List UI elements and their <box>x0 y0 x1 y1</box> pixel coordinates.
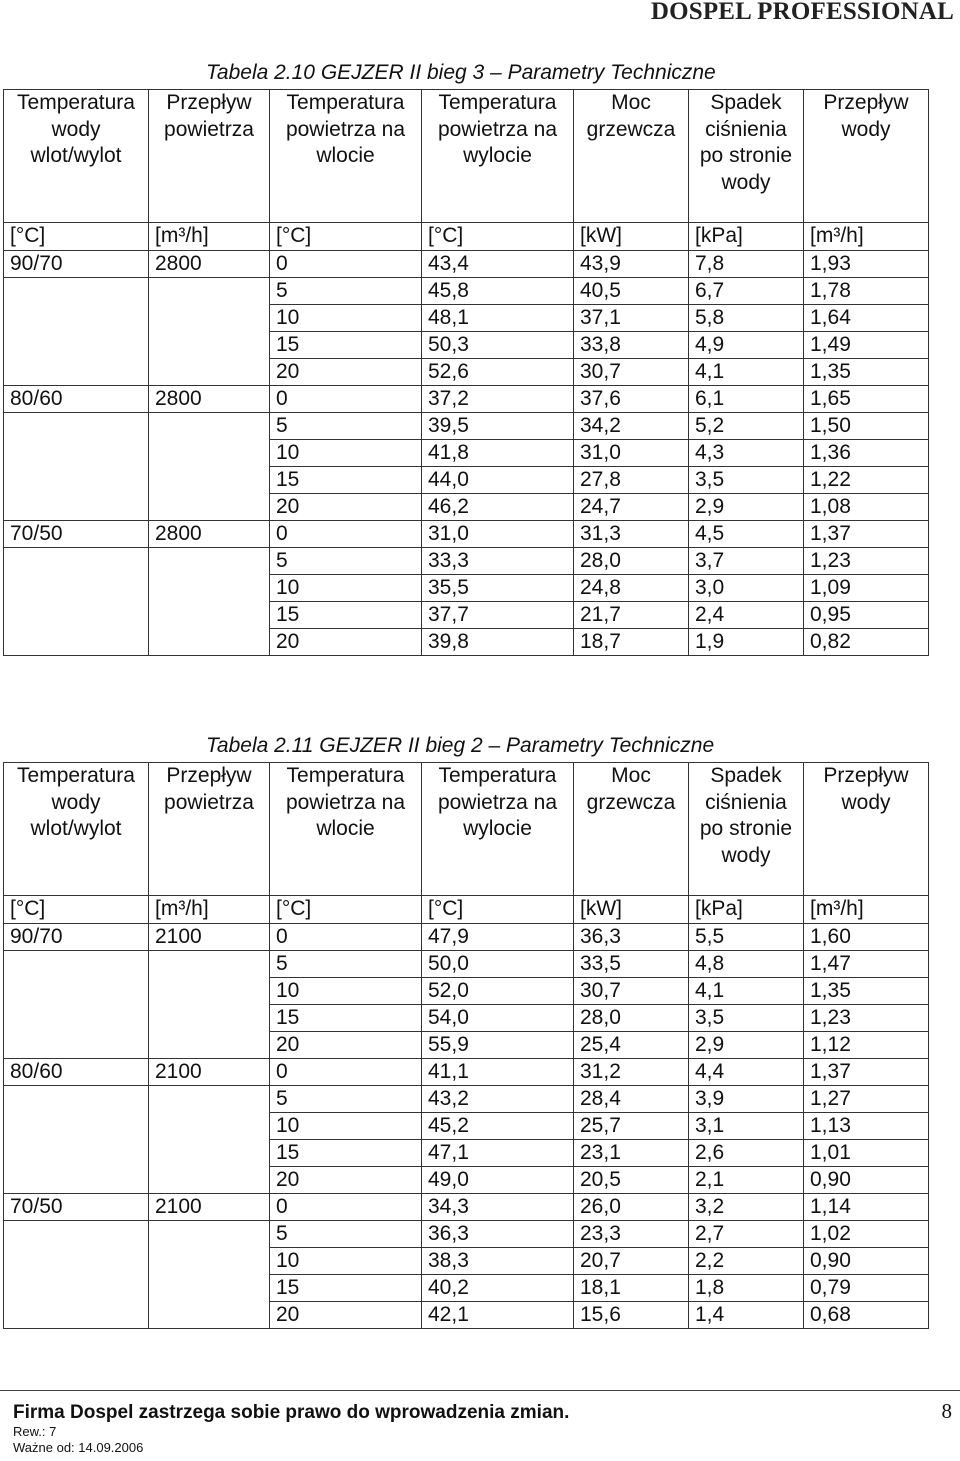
value-cell: 1,37 <box>804 1059 929 1086</box>
value-cell: 21,7 <box>574 602 689 629</box>
value-cell: 36,3 <box>422 1221 574 1248</box>
value-cell: 4,5 <box>689 521 804 548</box>
table-row <box>4 1140 929 1167</box>
value-cell: 5 <box>270 278 422 305</box>
water-temp-cell <box>4 1005 149 1032</box>
table-row <box>4 332 929 359</box>
value-cell: 33,5 <box>574 951 689 978</box>
value-cell: 43,2 <box>422 1086 574 1113</box>
water-temp-cell <box>4 494 149 521</box>
air-flow-cell <box>149 1113 270 1140</box>
value-cell: 1,4 <box>689 1302 804 1329</box>
table-row <box>4 1221 929 1248</box>
air-flow-cell <box>149 494 270 521</box>
footer-notice: Firma Dospel zastrzega sobie prawo do wprowadzenia zmian. <box>13 1402 570 1423</box>
column-header: Temperatura powietrza na wylocie <box>422 90 574 223</box>
column-header: Przepływ wody <box>804 763 929 896</box>
value-cell: 0 <box>270 386 422 413</box>
water-temp-cell <box>4 1140 149 1167</box>
value-cell: 6,1 <box>689 386 804 413</box>
value-cell: 24,7 <box>574 494 689 521</box>
value-cell: 15 <box>270 467 422 494</box>
value-cell: 34,3 <box>422 1194 574 1221</box>
table-row <box>4 467 929 494</box>
air-flow-cell <box>149 359 270 386</box>
water-temp-cell <box>4 467 149 494</box>
value-cell: 47,1 <box>422 1140 574 1167</box>
value-cell: 20,5 <box>574 1167 689 1194</box>
water-temp-cell <box>4 1086 149 1113</box>
water-temp-cell <box>4 629 149 656</box>
value-cell: 37,2 <box>422 386 574 413</box>
spec-table-2-11 <box>3 762 929 1329</box>
water-temp-cell: 80/60 <box>4 1059 149 1086</box>
spec-table-2-10 <box>3 89 929 656</box>
value-cell: 0 <box>270 1194 422 1221</box>
value-cell: 10 <box>270 440 422 467</box>
value-cell: 1,12 <box>804 1032 929 1059</box>
value-cell: 50,0 <box>422 951 574 978</box>
column-header: Spadek ciśnienia po stronie wody <box>689 90 804 223</box>
unit-cell: [m³/h] <box>149 223 270 251</box>
value-cell: 27,8 <box>574 467 689 494</box>
value-cell: 0,79 <box>804 1275 929 1302</box>
units-row <box>4 896 929 924</box>
value-cell: 7,8 <box>689 251 804 278</box>
value-cell: 6,7 <box>689 278 804 305</box>
value-cell: 1,14 <box>804 1194 929 1221</box>
water-temp-cell <box>4 1113 149 1140</box>
water-temp-cell <box>4 1248 149 1275</box>
value-cell: 31,0 <box>422 521 574 548</box>
value-cell: 3,1 <box>689 1113 804 1140</box>
water-temp-cell <box>4 1275 149 1302</box>
unit-cell: [kW] <box>574 223 689 251</box>
table-row <box>4 251 929 278</box>
water-temp-cell <box>4 278 149 305</box>
air-flow-cell <box>149 629 270 656</box>
value-cell: 40,5 <box>574 278 689 305</box>
value-cell: 1,35 <box>804 359 929 386</box>
value-cell: 28,0 <box>574 548 689 575</box>
value-cell: 5 <box>270 548 422 575</box>
value-cell: 39,5 <box>422 413 574 440</box>
table-row <box>4 1275 929 1302</box>
value-cell: 15 <box>270 602 422 629</box>
column-header: Przepływ powietrza <box>149 90 270 223</box>
value-cell: 2,1 <box>689 1167 804 1194</box>
water-temp-cell: 70/50 <box>4 1194 149 1221</box>
water-temp-cell <box>4 575 149 602</box>
table-row <box>4 1059 929 1086</box>
air-flow-cell: 2800 <box>149 521 270 548</box>
value-cell: 39,8 <box>422 629 574 656</box>
value-cell: 31,2 <box>574 1059 689 1086</box>
value-cell: 1,27 <box>804 1086 929 1113</box>
value-cell: 52,6 <box>422 359 574 386</box>
value-cell: 2,2 <box>689 1248 804 1275</box>
value-cell: 1,64 <box>804 305 929 332</box>
value-cell: 0,82 <box>804 629 929 656</box>
value-cell: 10 <box>270 1113 422 1140</box>
air-flow-cell <box>149 1086 270 1113</box>
air-flow-cell <box>149 278 270 305</box>
air-flow-cell <box>149 1221 270 1248</box>
table-row <box>4 413 929 440</box>
page-number: 8 <box>941 1399 952 1423</box>
value-cell: 1,02 <box>804 1221 929 1248</box>
value-cell: 15,6 <box>574 1302 689 1329</box>
value-cell: 1,13 <box>804 1113 929 1140</box>
table-caption-2-10: Tabela 2.10 GEJZER II bieg 3 – Parametry Techniczne <box>206 61 716 84</box>
value-cell: 36,3 <box>574 924 689 951</box>
value-cell: 10 <box>270 1248 422 1275</box>
value-cell: 1,60 <box>804 924 929 951</box>
value-cell: 45,2 <box>422 1113 574 1140</box>
unit-cell: [m³/h] <box>804 223 929 251</box>
unit-cell: [°C] <box>270 896 422 924</box>
table-row <box>4 278 929 305</box>
unit-cell: [°C] <box>270 223 422 251</box>
value-cell: 24,8 <box>574 575 689 602</box>
air-flow-cell: 2100 <box>149 1059 270 1086</box>
value-cell: 35,5 <box>422 575 574 602</box>
value-cell: 42,1 <box>422 1302 574 1329</box>
value-cell: 2,4 <box>689 602 804 629</box>
value-cell: 4,9 <box>689 332 804 359</box>
value-cell: 10 <box>270 978 422 1005</box>
air-flow-cell <box>149 1167 270 1194</box>
value-cell: 15 <box>270 1140 422 1167</box>
value-cell: 43,4 <box>422 251 574 278</box>
air-flow-cell <box>149 575 270 602</box>
air-flow-cell <box>149 1005 270 1032</box>
value-cell: 1,8 <box>689 1275 804 1302</box>
air-flow-cell <box>149 951 270 978</box>
value-cell: 20 <box>270 494 422 521</box>
value-cell: 1,09 <box>804 575 929 602</box>
water-temp-cell <box>4 1032 149 1059</box>
water-temp-cell: 90/70 <box>4 924 149 951</box>
value-cell: 1,49 <box>804 332 929 359</box>
value-cell: 45,8 <box>422 278 574 305</box>
value-cell: 10 <box>270 575 422 602</box>
value-cell: 2,9 <box>689 1032 804 1059</box>
value-cell: 43,9 <box>574 251 689 278</box>
value-cell: 0,90 <box>804 1248 929 1275</box>
value-cell: 3,7 <box>689 548 804 575</box>
value-cell: 4,8 <box>689 951 804 978</box>
value-cell: 3,5 <box>689 467 804 494</box>
value-cell: 20 <box>270 629 422 656</box>
value-cell: 5,8 <box>689 305 804 332</box>
value-cell: 2,9 <box>689 494 804 521</box>
table-row <box>4 1113 929 1140</box>
water-temp-cell <box>4 1302 149 1329</box>
value-cell: 37,1 <box>574 305 689 332</box>
value-cell: 1,22 <box>804 467 929 494</box>
value-cell: 44,0 <box>422 467 574 494</box>
table-row <box>4 1167 929 1194</box>
value-cell: 0,95 <box>804 602 929 629</box>
column-header: Przepływ powietrza <box>149 763 270 896</box>
water-temp-cell <box>4 305 149 332</box>
value-cell: 28,0 <box>574 1005 689 1032</box>
value-cell: 1,65 <box>804 386 929 413</box>
air-flow-cell <box>149 602 270 629</box>
value-cell: 52,0 <box>422 978 574 1005</box>
column-header: Przepływ wody <box>804 90 929 223</box>
header-row <box>4 90 929 223</box>
value-cell: 5 <box>270 1086 422 1113</box>
column-header: Spadek ciśnienia po stronie wody <box>689 763 804 896</box>
footer-revision: Rew.: 7 <box>13 1424 57 1439</box>
value-cell: 1,50 <box>804 413 929 440</box>
value-cell: 25,4 <box>574 1032 689 1059</box>
unit-cell: [m³/h] <box>804 896 929 924</box>
value-cell: 26,0 <box>574 1194 689 1221</box>
value-cell: 5 <box>270 1221 422 1248</box>
value-cell: 3,5 <box>689 1005 804 1032</box>
water-temp-cell <box>4 602 149 629</box>
value-cell: 20 <box>270 1032 422 1059</box>
value-cell: 54,0 <box>422 1005 574 1032</box>
value-cell: 31,0 <box>574 440 689 467</box>
value-cell: 50,3 <box>422 332 574 359</box>
value-cell: 1,36 <box>804 440 929 467</box>
value-cell: 0,90 <box>804 1167 929 1194</box>
table-row <box>4 629 929 656</box>
value-cell: 4,1 <box>689 359 804 386</box>
air-flow-cell: 2100 <box>149 1194 270 1221</box>
value-cell: 20 <box>270 359 422 386</box>
air-flow-cell <box>149 1140 270 1167</box>
value-cell: 5,5 <box>689 924 804 951</box>
value-cell: 1,23 <box>804 548 929 575</box>
water-temp-cell: 80/60 <box>4 386 149 413</box>
air-flow-cell: 2800 <box>149 251 270 278</box>
value-cell: 23,1 <box>574 1140 689 1167</box>
water-temp-cell: 90/70 <box>4 251 149 278</box>
air-flow-cell <box>149 467 270 494</box>
air-flow-cell <box>149 440 270 467</box>
value-cell: 20,7 <box>574 1248 689 1275</box>
table-row <box>4 494 929 521</box>
table-row <box>4 521 929 548</box>
air-flow-cell <box>149 978 270 1005</box>
water-temp-cell <box>4 978 149 1005</box>
air-flow-cell: 2800 <box>149 386 270 413</box>
water-temp-cell <box>4 332 149 359</box>
unit-cell: [kW] <box>574 896 689 924</box>
value-cell: 1,93 <box>804 251 929 278</box>
water-temp-cell <box>4 440 149 467</box>
value-cell: 18,1 <box>574 1275 689 1302</box>
table-caption-2-11: Tabela 2.11 GEJZER II bieg 2 – Parametry Techniczne <box>206 734 715 757</box>
value-cell: 1,08 <box>804 494 929 521</box>
water-temp-cell <box>4 1167 149 1194</box>
value-cell: 5 <box>270 413 422 440</box>
column-header: Temperatura powietrza na wylocie <box>422 763 574 896</box>
value-cell: 4,4 <box>689 1059 804 1086</box>
value-cell: 31,3 <box>574 521 689 548</box>
value-cell: 1,78 <box>804 278 929 305</box>
table-row <box>4 1086 929 1113</box>
value-cell: 1,01 <box>804 1140 929 1167</box>
table-row <box>4 1302 929 1329</box>
units-row <box>4 223 929 251</box>
value-cell: 40,2 <box>422 1275 574 1302</box>
table-row <box>4 305 929 332</box>
value-cell: 49,0 <box>422 1167 574 1194</box>
value-cell: 30,7 <box>574 978 689 1005</box>
unit-cell: [°C] <box>422 896 574 924</box>
table-row <box>4 1248 929 1275</box>
value-cell: 2,7 <box>689 1221 804 1248</box>
value-cell: 37,6 <box>574 386 689 413</box>
footer-valid-from: Ważne od: 14.09.2006 <box>13 1440 144 1455</box>
value-cell: 33,3 <box>422 548 574 575</box>
value-cell: 1,47 <box>804 951 929 978</box>
column-header: Temperatura wody wlot/wylot <box>4 90 149 223</box>
table-row <box>4 1194 929 1221</box>
value-cell: 1,23 <box>804 1005 929 1032</box>
air-flow-cell <box>149 1275 270 1302</box>
unit-cell: [°C] <box>422 223 574 251</box>
value-cell: 37,7 <box>422 602 574 629</box>
air-flow-cell <box>149 548 270 575</box>
value-cell: 3,2 <box>689 1194 804 1221</box>
value-cell: 1,35 <box>804 978 929 1005</box>
air-flow-cell <box>149 305 270 332</box>
water-temp-cell <box>4 359 149 386</box>
table-row <box>4 386 929 413</box>
table-row <box>4 1032 929 1059</box>
value-cell: 30,7 <box>574 359 689 386</box>
value-cell: 18,7 <box>574 629 689 656</box>
value-cell: 2,6 <box>689 1140 804 1167</box>
table-row <box>4 951 929 978</box>
table-row <box>4 978 929 1005</box>
header-row <box>4 763 929 896</box>
table-row <box>4 359 929 386</box>
unit-cell: [kPa] <box>689 896 804 924</box>
value-cell: 10 <box>270 305 422 332</box>
value-cell: 41,8 <box>422 440 574 467</box>
unit-cell: [m³/h] <box>149 896 270 924</box>
value-cell: 20 <box>270 1167 422 1194</box>
value-cell: 47,9 <box>422 924 574 951</box>
unit-cell: [kPa] <box>689 223 804 251</box>
column-header: Temperatura wody wlot/wylot <box>4 763 149 896</box>
value-cell: 23,3 <box>574 1221 689 1248</box>
column-header: Temperatura powietrza na wlocie <box>270 763 422 896</box>
air-flow-cell <box>149 1302 270 1329</box>
footer-divider <box>0 1390 960 1391</box>
value-cell: 0 <box>270 521 422 548</box>
table-row <box>4 575 929 602</box>
value-cell: 48,1 <box>422 305 574 332</box>
air-flow-cell <box>149 413 270 440</box>
table-row <box>4 1005 929 1032</box>
value-cell: 0 <box>270 251 422 278</box>
value-cell: 1,37 <box>804 521 929 548</box>
value-cell: 33,8 <box>574 332 689 359</box>
air-flow-cell <box>149 1032 270 1059</box>
table-row <box>4 440 929 467</box>
value-cell: 15 <box>270 332 422 359</box>
table-row <box>4 548 929 575</box>
unit-cell: [°C] <box>4 223 149 251</box>
value-cell: 25,7 <box>574 1113 689 1140</box>
column-header: Moc grzewcza <box>574 90 689 223</box>
air-flow-cell: 2100 <box>149 924 270 951</box>
brand-header: DOSPEL PROFESSIONAL <box>650 0 954 25</box>
value-cell: 3,0 <box>689 575 804 602</box>
value-cell: 5,2 <box>689 413 804 440</box>
value-cell: 0 <box>270 924 422 951</box>
value-cell: 4,1 <box>689 978 804 1005</box>
value-cell: 20 <box>270 1302 422 1329</box>
table-row <box>4 924 929 951</box>
water-temp-cell <box>4 548 149 575</box>
water-temp-cell <box>4 1221 149 1248</box>
column-header: Temperatura powietrza na wlocie <box>270 90 422 223</box>
value-cell: 55,9 <box>422 1032 574 1059</box>
column-header: Moc grzewcza <box>574 763 689 896</box>
value-cell: 34,2 <box>574 413 689 440</box>
air-flow-cell <box>149 1248 270 1275</box>
value-cell: 0,68 <box>804 1302 929 1329</box>
value-cell: 4,3 <box>689 440 804 467</box>
table-row <box>4 602 929 629</box>
value-cell: 46,2 <box>422 494 574 521</box>
value-cell: 28,4 <box>574 1086 689 1113</box>
value-cell: 1,9 <box>689 629 804 656</box>
value-cell: 15 <box>270 1005 422 1032</box>
value-cell: 0 <box>270 1059 422 1086</box>
unit-cell: [°C] <box>4 896 149 924</box>
value-cell: 38,3 <box>422 1248 574 1275</box>
water-temp-cell: 70/50 <box>4 521 149 548</box>
air-flow-cell <box>149 332 270 359</box>
value-cell: 41,1 <box>422 1059 574 1086</box>
water-temp-cell <box>4 951 149 978</box>
value-cell: 15 <box>270 1275 422 1302</box>
value-cell: 5 <box>270 951 422 978</box>
water-temp-cell <box>4 413 149 440</box>
value-cell: 3,9 <box>689 1086 804 1113</box>
